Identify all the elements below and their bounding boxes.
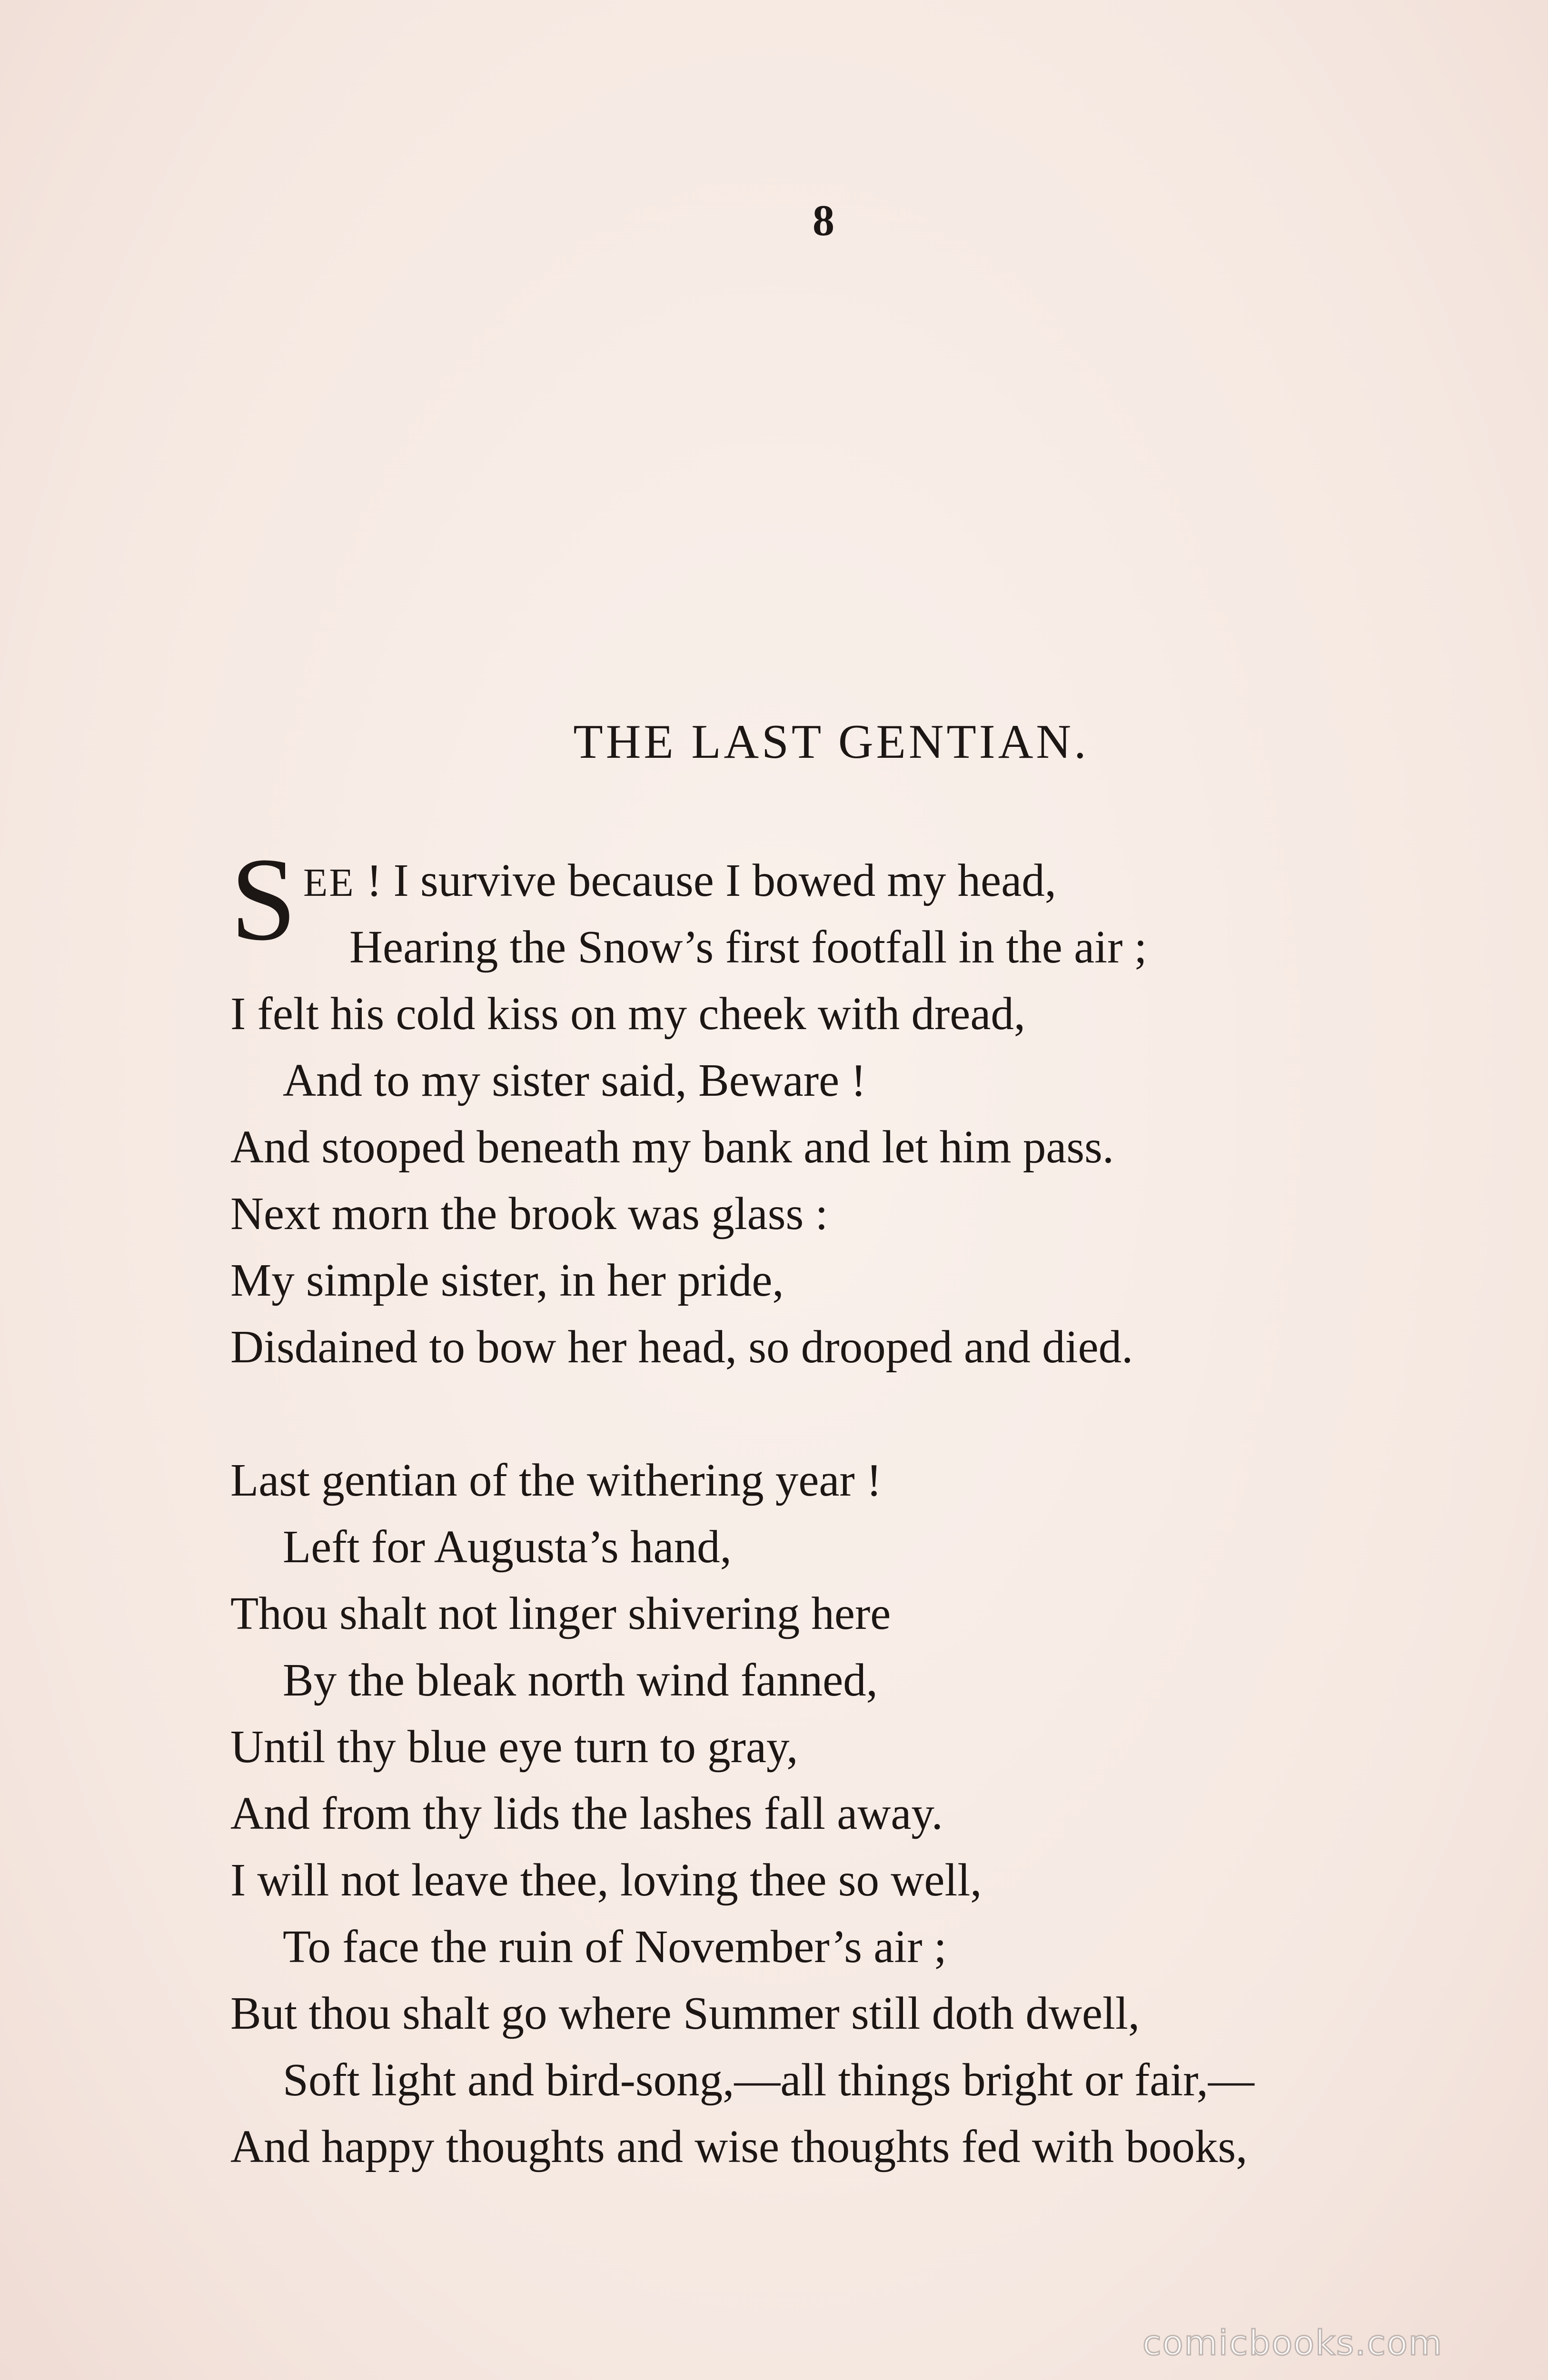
poem-line: Left for Augusta’s hand, <box>283 1521 732 1572</box>
poem-line: Thou shalt not linger shivering here <box>230 1588 891 1639</box>
page-number: 8 <box>813 196 834 245</box>
poem-line: And from thy lids the lashes fall away. <box>230 1788 943 1839</box>
poem-line: By the bleak north wind fanned, <box>283 1655 878 1706</box>
poem-line: And to my sister said, Beware ! <box>283 1055 866 1106</box>
poem-line: To face the ruin of November’s air ; <box>283 1921 947 1972</box>
poem-line: Until thy blue eye turn to gray, <box>230 1721 798 1772</box>
poem-line: But thou shalt go where Summer still doth dwell, <box>230 1988 1140 2039</box>
drop-cap: S <box>230 833 297 965</box>
poem-line: Disdained to bow her head, so drooped and died. <box>230 1321 1133 1372</box>
stanza-2 <box>230 1447 1468 2180</box>
watermark-logo: comicbooks.com <box>1142 2323 1443 2363</box>
first-line-rest: ! I survive because I bowed my head, <box>366 855 1057 906</box>
poem-line: My simple sister, in her pride, <box>230 1255 784 1306</box>
poem-title: THE LAST GENTIAN. <box>573 715 1089 769</box>
first-word-caps: EE <box>303 861 355 905</box>
poem-line: I felt his cold kiss on my cheek with dread, <box>230 988 1026 1039</box>
poem-line: And stooped beneath my bank and let him pass. <box>230 1121 1114 1172</box>
poem-line: Hearing the Snow’s first footfall in the air ; <box>349 922 1147 972</box>
poem-line: Last gentian of the withering year ! <box>230 1455 882 1506</box>
poem-line: Next morn the brook was glass : <box>230 1188 828 1239</box>
poem-line: Soft light and bird-song,—all things bright or fair,— <box>283 2054 1254 2105</box>
poem-line: I will not leave thee, loving thee so well, <box>230 1854 982 1905</box>
stanza-1 <box>230 833 1468 1380</box>
poem-line: And happy thoughts and wise thoughts fed with books, <box>230 2121 1248 2172</box>
